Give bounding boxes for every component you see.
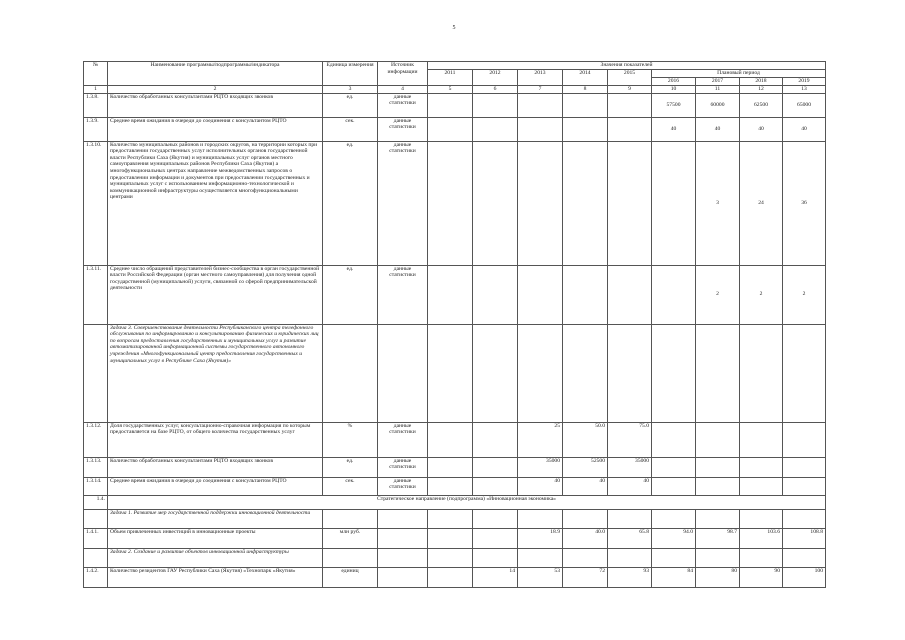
value-cell: 25 — [518, 422, 563, 457]
value-cell: 98.7 — [696, 528, 740, 548]
col-header-num: № — [84, 62, 108, 86]
value-cell — [652, 477, 696, 495]
col-header-year: 2013 — [518, 70, 563, 86]
value-cell — [563, 548, 608, 567]
col-header-year: 2016 — [652, 78, 696, 86]
table-row — [84, 422, 826, 457]
value-cell — [518, 324, 563, 422]
source-cell: данные статистики — [378, 93, 428, 117]
value-cell — [518, 141, 563, 265]
value-cell: 94.0 — [652, 528, 696, 548]
value-cell — [563, 265, 608, 324]
row-number: 1.3.8. — [84, 93, 108, 117]
value-cell — [783, 457, 826, 477]
indicator-name: Количество обработанных консультантами РЦТО входящих звонков — [108, 93, 323, 117]
value-cell: 108.8 — [783, 528, 826, 548]
unit-cell: млн руб. — [323, 528, 378, 548]
table-row — [84, 457, 826, 477]
value-cell — [783, 509, 826, 528]
value-cell — [473, 457, 518, 477]
value-cell — [518, 265, 563, 324]
value-cell — [740, 324, 783, 422]
value-cell — [428, 265, 473, 324]
value-cell: 3 — [696, 141, 740, 265]
value-cell: 60000 — [696, 93, 740, 117]
indicator-name: Доля государственных услуг, консультационно-справочная информация по которым предоставляется на базе РЦТО, от общего количества государственных услуг — [108, 422, 323, 457]
value-cell: 40 — [563, 477, 608, 495]
value-cell — [563, 117, 608, 141]
col-header-year: 2011 — [428, 70, 473, 86]
unit-cell: ед. — [323, 457, 378, 477]
col-number: 2 — [108, 86, 323, 94]
row-number: 1.3.9. — [84, 117, 108, 141]
value-cell: 2 — [740, 265, 783, 324]
value-cell — [608, 548, 652, 567]
value-cell: 84 — [652, 567, 696, 587]
value-cell — [652, 509, 696, 528]
value-cell — [563, 509, 608, 528]
col-number: 10 — [652, 86, 696, 94]
table-row — [84, 265, 826, 324]
page-number: 5 — [452, 25, 456, 31]
table-row — [84, 528, 826, 548]
value-cell — [428, 509, 473, 528]
value-cell: 14 — [473, 567, 518, 587]
value-cell: 90 — [740, 567, 783, 587]
value-cell: 2 — [696, 265, 740, 324]
value-cell — [696, 324, 740, 422]
value-cell: 35000 — [518, 457, 563, 477]
value-cell — [740, 509, 783, 528]
col-number: 8 — [563, 86, 608, 94]
source-cell — [378, 567, 428, 587]
value-cell — [563, 93, 608, 117]
value-cell — [473, 324, 518, 422]
value-cell: 53 — [518, 567, 563, 587]
value-cell — [696, 422, 740, 457]
unit-cell: ед. — [323, 141, 378, 265]
value-cell: 62500 — [740, 93, 783, 117]
source-cell: данные статистики — [378, 141, 428, 265]
value-cell: 18.9 — [518, 528, 563, 548]
value-cell: 93 — [608, 567, 652, 587]
value-cell — [428, 457, 473, 477]
value-cell — [608, 509, 652, 528]
value-cell — [563, 324, 608, 422]
task-heading: Задача 2. Создание и развитие объектов инновационной инфраструктуры — [108, 548, 323, 567]
value-cell — [783, 477, 826, 495]
value-cell: 35000 — [608, 457, 652, 477]
value-cell — [473, 117, 518, 141]
value-cell — [518, 548, 563, 567]
col-number: 3 — [323, 86, 378, 94]
col-header-year: 2019 — [783, 78, 826, 86]
source-cell — [378, 509, 428, 528]
row-number: 1.4. — [84, 495, 108, 509]
col-number: 4 — [378, 86, 428, 94]
value-cell — [696, 509, 740, 528]
table-row — [84, 141, 826, 265]
value-cell — [473, 477, 518, 495]
col-header-source: Источник информации — [378, 62, 428, 86]
task-row — [84, 324, 826, 422]
unit-cell: единиц — [323, 567, 378, 587]
unit-cell: % — [323, 422, 378, 457]
value-cell — [518, 93, 563, 117]
value-cell — [783, 422, 826, 457]
indicator-name: Количество резидентов ГАУ Республики Саха (Якутия) «Технопарк «Якутия» — [108, 567, 323, 587]
value-cell — [473, 141, 518, 265]
value-cell — [473, 528, 518, 548]
col-header-year: 2014 — [563, 70, 608, 86]
col-header-year: 2017 — [696, 78, 740, 86]
row-number — [84, 324, 108, 422]
value-cell — [608, 324, 652, 422]
indicator-name: Среднее время ожидания в очереди до соединения с консультантом РЦТО — [108, 117, 323, 141]
value-cell — [608, 93, 652, 117]
col-header-unit: Единица измерения — [323, 62, 378, 86]
col-number: 12 — [740, 86, 783, 94]
value-cell — [428, 141, 473, 265]
value-cell — [608, 265, 652, 324]
value-cell — [428, 567, 473, 587]
unit-cell: сек. — [323, 477, 378, 495]
col-number: 9 — [608, 86, 652, 94]
value-cell: 40 — [652, 117, 696, 141]
value-cell — [652, 457, 696, 477]
unit-cell: ед. — [323, 93, 378, 117]
value-cell — [652, 141, 696, 265]
value-cell — [696, 457, 740, 477]
row-number: 1.3.13. — [84, 457, 108, 477]
value-cell — [563, 141, 608, 265]
col-header-year: 2015 — [608, 70, 652, 86]
value-cell — [428, 117, 473, 141]
value-cell: 40 — [783, 117, 826, 141]
col-number: 6 — [473, 86, 518, 94]
value-cell — [740, 548, 783, 567]
value-cell: 65000 — [783, 93, 826, 117]
row-number — [84, 548, 108, 567]
col-number: 5 — [428, 86, 473, 94]
row-number: 1.3.12. — [84, 422, 108, 457]
unit-cell — [323, 548, 378, 567]
task-row — [84, 548, 826, 567]
value-cell: 36 — [783, 141, 826, 265]
value-cell: 24 — [740, 141, 783, 265]
value-cell — [652, 548, 696, 567]
table-row — [84, 477, 826, 495]
unit-cell: ед. — [323, 265, 378, 324]
indicator-name: Среднее число обращений представителей бизнес-сообщества в орган государственной власти Российской Федерации (орган местного самоуправления) для получения одной государственной (муниципальной) услуги, связанной со сферой предпринимательской деятельности — [108, 265, 323, 324]
unit-cell — [323, 324, 378, 422]
source-cell: данные статистики — [378, 265, 428, 324]
value-cell — [428, 528, 473, 548]
source-cell — [378, 324, 428, 422]
indicator-name: Объем привлеченных инвестиций в инновационные проекты — [108, 528, 323, 548]
indicator-name: Среднее время ожидания в очереди до соединения с консультантом РЦТО — [108, 477, 323, 495]
row-number: 1.4.2. — [84, 567, 108, 587]
row-number: 1.3.14. — [84, 477, 108, 495]
row-number: 1.4.1. — [84, 528, 108, 548]
value-cell — [608, 117, 652, 141]
value-cell: 40.0 — [563, 528, 608, 548]
col-number: 13 — [783, 86, 826, 94]
value-cell: 57500 — [652, 93, 696, 117]
value-cell — [473, 548, 518, 567]
value-cell — [473, 93, 518, 117]
value-cell — [473, 509, 518, 528]
value-cell — [783, 548, 826, 567]
value-cell — [428, 477, 473, 495]
col-number: 11 — [696, 86, 740, 94]
value-cell: 40 — [740, 117, 783, 141]
table-row — [84, 117, 826, 141]
task-heading: Задача 3. Совершенствование деятельности Республиканского центра телефонного обслуживания по информированию и консультированию физических и юридических лиц по вопросам предоставления государственных и муниципальных услуг и развитие автоматизированной информационной системы государственного автономного учреждения «Многофункциональный центр предоставления государственных и муниципальных услуг в Республике Саха (Якутия)» — [108, 324, 323, 422]
value-cell — [428, 548, 473, 567]
value-cell — [608, 141, 652, 265]
col-header-values: Значения показателей — [428, 62, 826, 70]
row-number: 1.3.10. — [84, 141, 108, 265]
value-cell: 103.6 — [740, 528, 783, 548]
task-row — [84, 509, 826, 528]
row-number: 1.3.11. — [84, 265, 108, 324]
value-cell: 100 — [783, 567, 826, 587]
value-cell — [518, 509, 563, 528]
value-cell — [740, 477, 783, 495]
source-cell: данные статистики — [378, 457, 428, 477]
unit-cell: сек. — [323, 117, 378, 141]
source-cell: данные статистики — [378, 117, 428, 141]
value-cell: 40 — [696, 117, 740, 141]
indicator-name: Количество обработанных консультантами РЦТО входящих звонков — [108, 457, 323, 477]
value-cell — [518, 117, 563, 141]
value-cell — [428, 93, 473, 117]
value-cell — [473, 422, 518, 457]
value-cell — [473, 265, 518, 324]
value-cell: 40 — [518, 477, 563, 495]
col-number: 1 — [84, 86, 108, 94]
source-cell — [378, 548, 428, 567]
value-cell: 2 — [783, 265, 826, 324]
value-cell: 52500 — [563, 457, 608, 477]
source-cell: данные статистики — [378, 422, 428, 457]
col-number: 7 — [518, 86, 563, 94]
value-cell — [696, 548, 740, 567]
indicator-name: Количество муниципальных районов и городских округов, на территории которых при предоставлении государственных услуг исполнительных органов государственной власти Республики Саха (Якутия) и муниципальных услуг органов местного самоуправления муниципальных районов Республики Саха (Якутия) а многофункциональных центрах направление межведомственных запросов о предоставлении информации и документов при предоставлении государственных и муниципальных услуг с использованием информационно-технологической и коммуникационной инфраструктуры осуществляется многофункциональными центрами — [108, 141, 323, 265]
unit-cell — [323, 509, 378, 528]
value-cell — [740, 422, 783, 457]
source-cell: данные статистики — [378, 477, 428, 495]
col-header-planned: Плановый период — [652, 70, 826, 78]
value-cell — [652, 265, 696, 324]
col-header-name: Наименование программы/подпрограммы/индикатора — [108, 62, 323, 86]
section-row — [84, 495, 826, 509]
indicators-table — [83, 61, 826, 588]
value-cell: 80 — [696, 567, 740, 587]
source-cell — [378, 528, 428, 548]
table-row — [84, 567, 826, 587]
value-cell — [783, 324, 826, 422]
table-row — [84, 93, 826, 117]
value-cell — [428, 324, 473, 422]
value-cell — [652, 324, 696, 422]
value-cell: 75.0 — [608, 422, 652, 457]
value-cell: 50.0 — [563, 422, 608, 457]
row-number — [84, 509, 108, 528]
col-header-year: 2012 — [473, 70, 518, 86]
value-cell: 72 — [563, 567, 608, 587]
value-cell: 65.8 — [608, 528, 652, 548]
section-heading: Стратегическое направление (подпрограмма) «Инновационная экономика» — [108, 495, 826, 509]
value-cell — [740, 457, 783, 477]
task-heading: Задача 1. Развитие мер государственной поддержки инновационной деятельности — [108, 509, 323, 528]
value-cell — [652, 422, 696, 457]
col-header-year: 2018 — [740, 78, 783, 86]
value-cell: 40 — [608, 477, 652, 495]
value-cell — [696, 477, 740, 495]
value-cell — [428, 422, 473, 457]
